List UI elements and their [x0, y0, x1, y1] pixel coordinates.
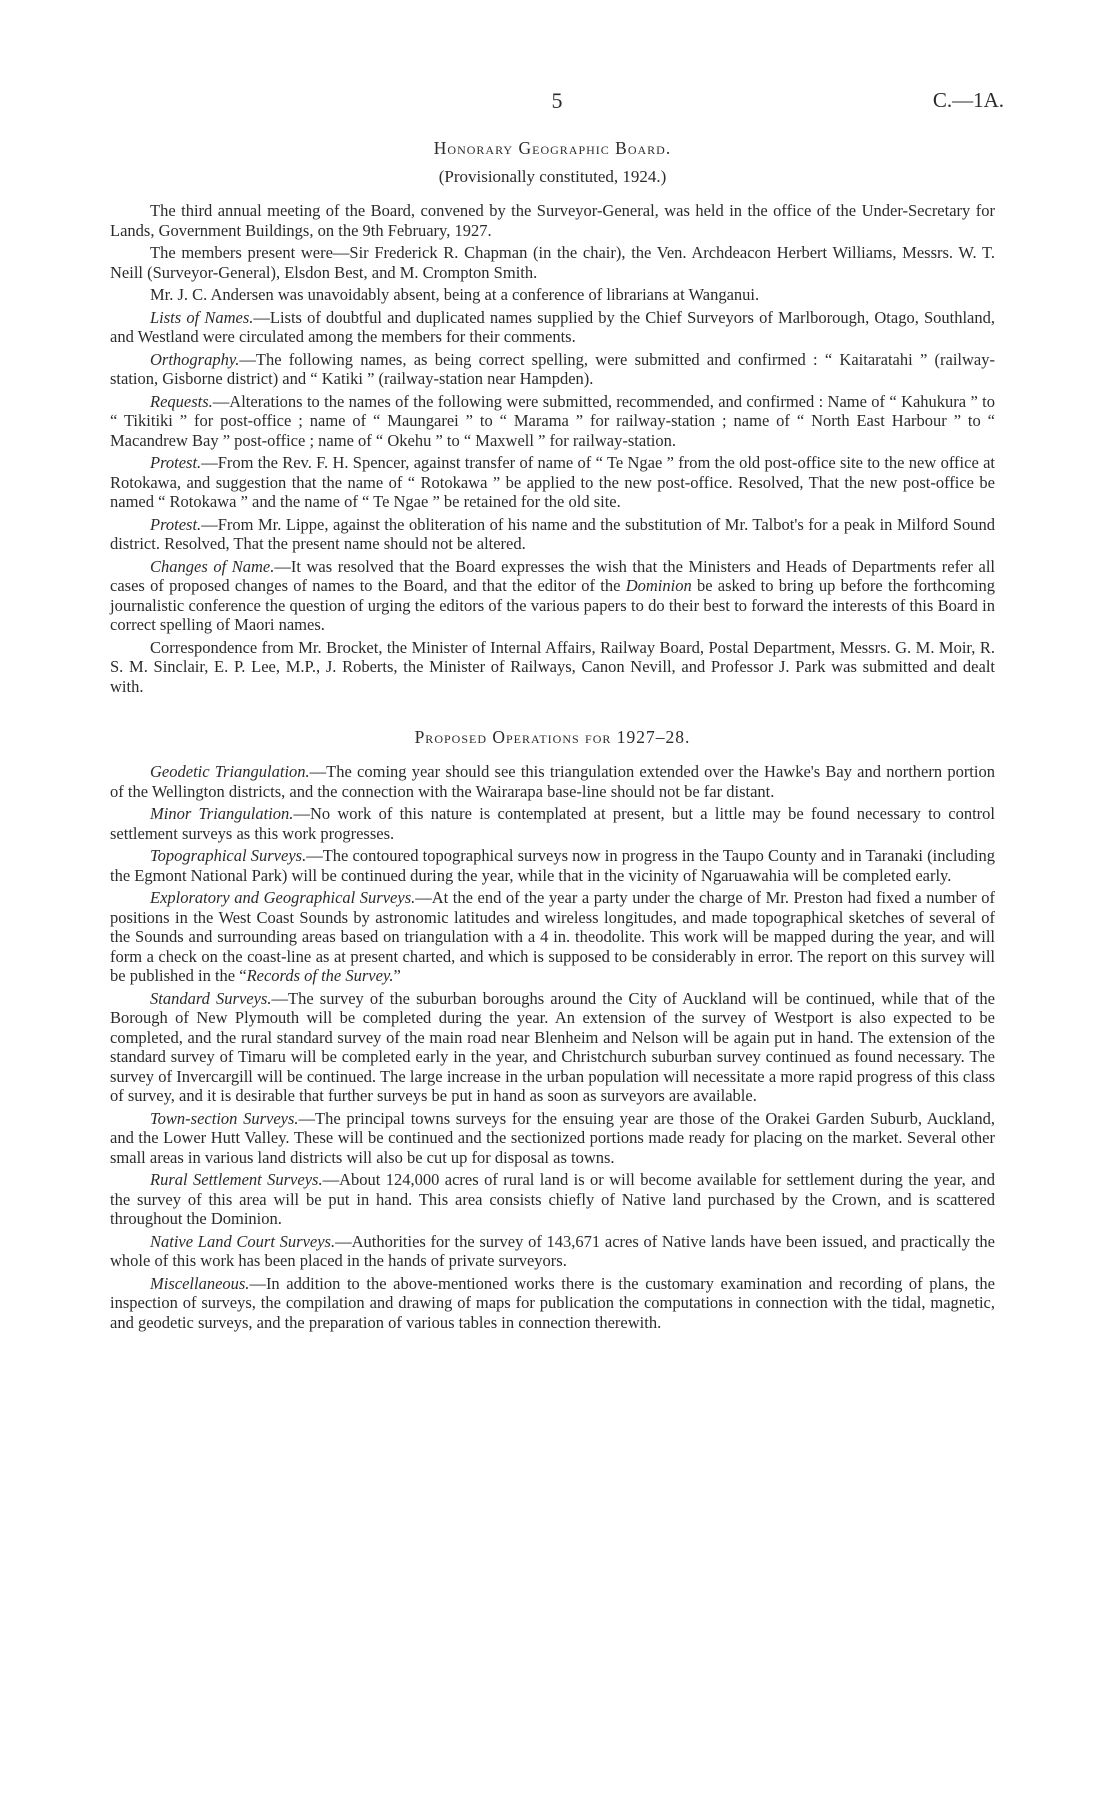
- paragraph-heading: Lists of Names.: [150, 307, 254, 327]
- paragraph-town-section-surveys: [110, 1109, 995, 1168]
- paragraph-heading: Miscellaneous.: [150, 1273, 250, 1293]
- paragraph-body: —The contoured topographical surveys now in progress in the Taupo County and in Taranaki (including the Egmont National Park) will be continued during the year, while that in the vicinity of Ngaruawahia will be completed early.: [110, 846, 996, 885]
- paragraph-body: —From Mr. Lippe, against the obliteration of his name and the substitution of Mr. Talbot's for a peak in Milford Sound district. Resolved, That the present name should not be altered.: [110, 514, 995, 553]
- page-number: 5: [551, 88, 563, 113]
- paragraph-heading: Standard Surveys.: [150, 988, 272, 1008]
- paragraph-heading: Geodetic Triangulation.: [150, 762, 310, 781]
- paragraph-body: —Lists of doubtful and duplicated names supplied by the Chief Surveyors of Marlborough, Otago, Southland, and Westland were circulated among the members for their comments.: [110, 307, 996, 346]
- paragraph-annual-meeting: The third annual meeting of the Board, convened by the Surveyor-General, was held in the office of the Under-Secretary for Lands, Government Buildings, on the 9th February, 1927.: [110, 201, 995, 240]
- paragraph-rural-settlement-surveys: [110, 1170, 995, 1229]
- paragraph-body: —The following names, as being correct spelling, were submitted and confirmed : “ Kaitaratahi ” (railway-station, Gisborne district) and “ Katiki ” (railway-station near Hampden).: [110, 349, 995, 388]
- paragraph-minor-triangulation: [110, 804, 995, 843]
- paragraph-geodetic-triangulation: [110, 762, 995, 801]
- page-header: [110, 88, 1004, 118]
- section-title-proposed-operations: Proposed Operations for 1927–28.: [414, 727, 691, 747]
- paragraph-heading: Rural Settlement Surveys.: [150, 1170, 323, 1189]
- section-title-geographic-board: Honorary Geographic Board.: [433, 138, 672, 158]
- paragraph-members-present: The members present were—Sir Frederick R. Chapman (in the chair), the Ven. Archdeacon Herbert Williams, Messrs. W. T. Neill (Surveyor-General), Elsdon Best, and M. Crompton Smith.: [110, 243, 995, 282]
- page-reference: C.—1A.: [932, 88, 1004, 112]
- paragraph-body: —Authorities for the survey of 143,671 acres of Native lands have been issued, and practically the whole of this work has been placed in the hands of private surveyors.: [110, 1231, 995, 1270]
- paragraph-changes-of-name: [110, 557, 995, 635]
- paragraph-standard-surveys: [110, 989, 995, 1106]
- paragraph-topographical-surveys: [110, 846, 995, 885]
- paragraph-body: —In addition to the above-mentioned works there is the customary examination and recording of plans, the inspection of surveys, the compilation and drawing of maps for publication the computations in connection with the tidal, magnetic, and geodetic surveys, and the preparation of various tables in connection therewith.: [110, 1273, 995, 1332]
- paragraph-body: —From the Rev. F. H. Spencer, against transfer of name of “ Te Ngae ” from the old post-office site to the new office at Rotokawa, and suggestion that the name of “ Rotokawa ” be applied to the new post-office. Resolved, That the new post-office be named “ Rotokawa ” and the name of “ Te Ngae ” be retained for the old site.: [110, 453, 995, 511]
- paragraph-heading: Topographical Surveys.: [150, 846, 307, 865]
- paragraph-body: —Alterations to the names of the following were submitted, recommended, and confirmed : Name of “ Kahukura ” to “ Tikitiki ” for post-office ; name of “ Maungarei ” to “ Marama ” for railway-station ; name of “ North East Harbour ” to “ Macandrew Bay ” post-office ; name of “ Okehu ” to “ Maxwell ” for railway-station.: [110, 391, 995, 450]
- paragraph-body: —The principal towns surveys for the ensuing year are those of the Orakei Garden Suburb, Auckland, and the Lower Hutt Valley. These will be continued and the sectionized portions made ready for placing on the market. Several other small areas in various land districts will also be cut up for disposal as towns.: [110, 1108, 995, 1167]
- paragraph-heading: Protest.: [150, 453, 202, 472]
- newspaper-name: Dominion: [625, 576, 692, 595]
- paragraph-body: —The coming year should see this triangulation extended over the Hawke's Bay and northern portion of the Wellington districts, and the connection with the Wairarapa base-line should not be far distant.: [110, 762, 995, 801]
- paragraph-lists-of-names: [110, 308, 995, 347]
- page-content: [110, 138, 995, 1335]
- publication-name: Records of the Survey.: [246, 966, 394, 985]
- section-divider-space: [110, 699, 995, 727]
- paragraph-body: —It was resolved that the Board expresses the wish that the Ministers and Heads of Departments refer all cases of proposed changes of names to the Board, and that the editor of the: [110, 556, 995, 595]
- paragraph-heading: Orthography.: [150, 349, 240, 369]
- paragraph-heading: Protest.: [150, 514, 202, 534]
- paragraph-protest-lippe: [110, 515, 995, 554]
- paragraph-miscellaneous: [110, 1274, 995, 1333]
- paragraph-body: —At the end of the year a party under the charge of Mr. Preston had fixed a number of positions in the West Coast Sounds by astronomic latitudes and wireless longitudes, and made topographical sketches of several of the Sounds and surrounding areas based on triangulation with a 4 in. theodolite. This work will be mapped during the year, and will form a check on the coast-line as at present charted, and which is supposed to be considerably in error. The report on this survey will be published in the “: [110, 888, 995, 985]
- paragraph-requests: [110, 392, 995, 451]
- paragraph-protest-spencer: [110, 453, 995, 512]
- paragraph-correspondence: Correspondence from Mr. Brocket, the Minister of Internal Affairs, Railway Board, Postal Department, Messrs. G. M. Moir, R. S. M. Sinclair, E. P. Lee, M.P., J. Roberts, the Minister of Railways, Canon Nevill, and Professor J. Park was submitted and dealt with.: [110, 637, 995, 696]
- paragraph-body: —About 124,000 acres of rural land is or will become available for settlement during the year, and the survey of this area will be put in hand. This area consists chiefly of Native land purchased by the Crown, and is scattered throughout the Dominion.: [110, 1170, 995, 1228]
- paragraph-body: —The survey of the suburban boroughs around the City of Auckland will be continued, while that of the Borough of New Plymouth will be completed during the year. An extension of the survey of Westport is also expected to be completed, and the rural standard survey of the main road near Blenheim and Nelson will be again put in hand. The extension of the standard survey of Timaru will be completed early in the year, and Christchurch suburban survey continued as found necessary. The survey of Invercargill will be continued. The large increase in the urban population will necessitate a more rapid progress of this class of survey, and it is desirable that further surveys be put in hand as soon as surveyors are available.: [110, 988, 995, 1105]
- paragraph-body-continued: ”: [393, 966, 401, 985]
- paragraph-absent-member: Mr. J. C. Andersen was unavoidably absent, being at a conference of librarians at Wanganui.: [150, 285, 760, 304]
- paragraph-heading: Minor Triangulation.: [150, 804, 294, 823]
- paragraph-body-continued: be asked to bring up before the forthcoming journalistic conference the question of urging the editors of the various papers to do their best to forward the interests of this Board in correct spelling of Maori names.: [110, 576, 996, 634]
- paragraph-heading: Changes of Name.: [150, 556, 275, 576]
- paragraph-exploratory-surveys: [110, 888, 995, 986]
- paragraph-body: —No work of this nature is contemplated at present, but a little may be found necessary to control settlement surveys as this work progresses.: [110, 804, 995, 843]
- paragraph-orthography: [110, 350, 995, 389]
- paragraph-heading: Native Land Court Surveys.: [150, 1231, 336, 1251]
- paragraph-heading: Town-section Surveys.: [150, 1108, 299, 1128]
- paragraph-heading: Requests.: [150, 391, 213, 411]
- paragraph-heading: Exploratory and Geographical Surveys.: [150, 888, 416, 907]
- section-subtitle: (Provisionally constituted, 1924.): [438, 167, 667, 186]
- paragraph-native-land-court-surveys: [110, 1232, 995, 1271]
